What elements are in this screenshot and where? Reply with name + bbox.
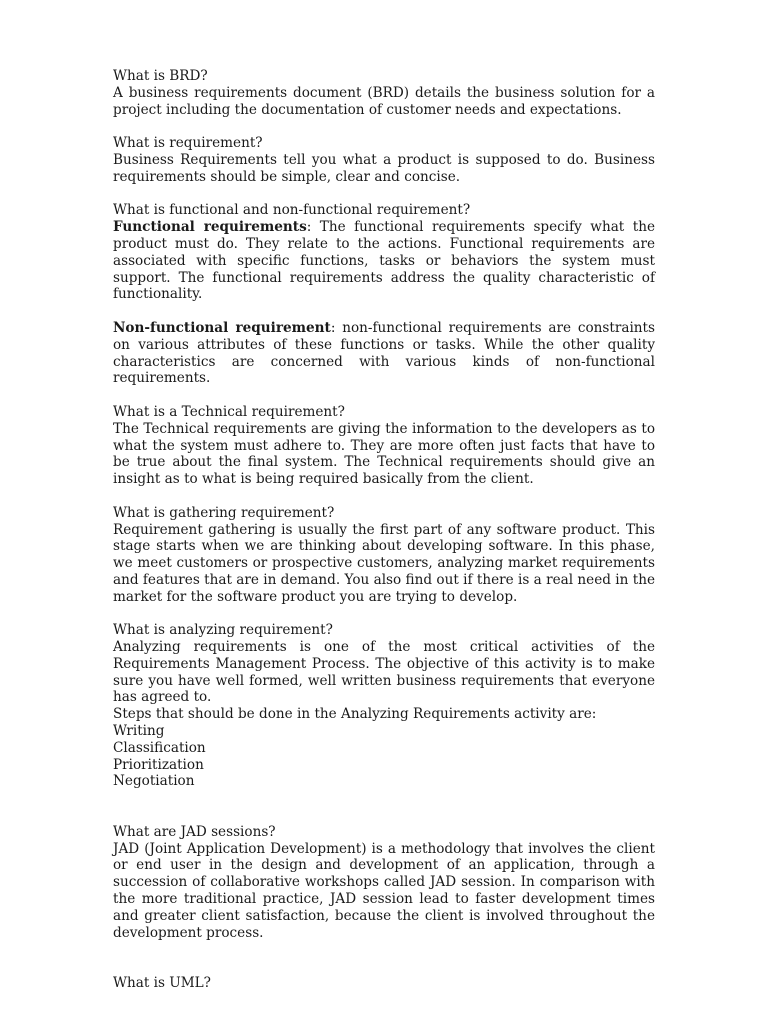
- analyzing-step: Classification: [113, 739, 206, 756]
- document-page: [113, 68, 655, 992]
- uml-question: What is UML?: [113, 975, 211, 992]
- functional-paragraph: [113, 219, 655, 303]
- analyzing-step: Writing: [113, 723, 165, 740]
- nonfunctional-definition: : non-functional requirements are constraints on various attributes of these functions or tasks. While the other quality characteristics are concerned with various kinds of non-functional requirements.: [113, 319, 655, 387]
- analyzing-steps-intro: Steps that should be done in the Analyzing Requirements activity are:: [113, 706, 597, 723]
- jad-answer: JAD (Joint Application Development) is a methodology that involves the client or end user in the design and development of an application, through a succession of collaborative workshops called JAD session. In comparison with the more traditional practice, JAD session lead to faster development times and greater client satisfaction, because the client is involved throughout the development process.: [113, 840, 655, 941]
- analyzing-step: Prioritization: [113, 756, 204, 773]
- gathering-question: What is gathering requirement?: [113, 504, 335, 521]
- nonfunctional-paragraph: [113, 320, 655, 387]
- analyzing-question: What is analyzing requirement?: [113, 622, 333, 639]
- analyzing-step: Negotiation: [113, 773, 195, 790]
- technical-question: What is a Technical requirement?: [113, 403, 345, 420]
- functional-term: Functional requirements: [113, 219, 307, 236]
- functional-question: What is functional and non-functional requirement?: [113, 202, 471, 219]
- gathering-answer: Requirement gathering is usually the first part of any software product. This stage starts when we are thinking about developing software. In this phase, we meet customers or prospective customers, analyzing market requirements and features that are in demand. You also find out if there is a real need in the market for the software product you are trying to develop.: [113, 521, 655, 605]
- analyzing-answer: Analyzing requirements is one of the most critical activities of the Requirements Management Process. The objective of this activity is to make sure you have well formed, well written business requirements that everyone has agreed to.: [113, 639, 655, 706]
- functional-definition: : The functional requirements specify what the product must do. They relate to the actions. Functional requirements are associated with specific functions, tasks or behaviors the system must support. The functional requirements address the quality characteristic of functionality.: [113, 219, 655, 303]
- brd-question: What is BRD?: [113, 68, 208, 84]
- jad-question: What are JAD sessions?: [113, 823, 276, 840]
- nonfunctional-term: Non-functional requirement: [113, 319, 331, 336]
- brd-answer: A business requirements document (BRD) details the business solution for a project including the documentation of customer needs and expectations.: [113, 84, 655, 118]
- requirement-question: What is requirement?: [113, 135, 263, 152]
- technical-answer: The Technical requirements are giving the information to the developers as to what the system must adhere to. They are more often just facts that have to be true about the final system. The Technical requirements should give an insight as to what is being required basically from the client.: [113, 420, 655, 488]
- requirement-answer: Business Requirements tell you what a product is supposed to do. Business requirements should be simple, clear and concise.: [113, 151, 655, 185]
